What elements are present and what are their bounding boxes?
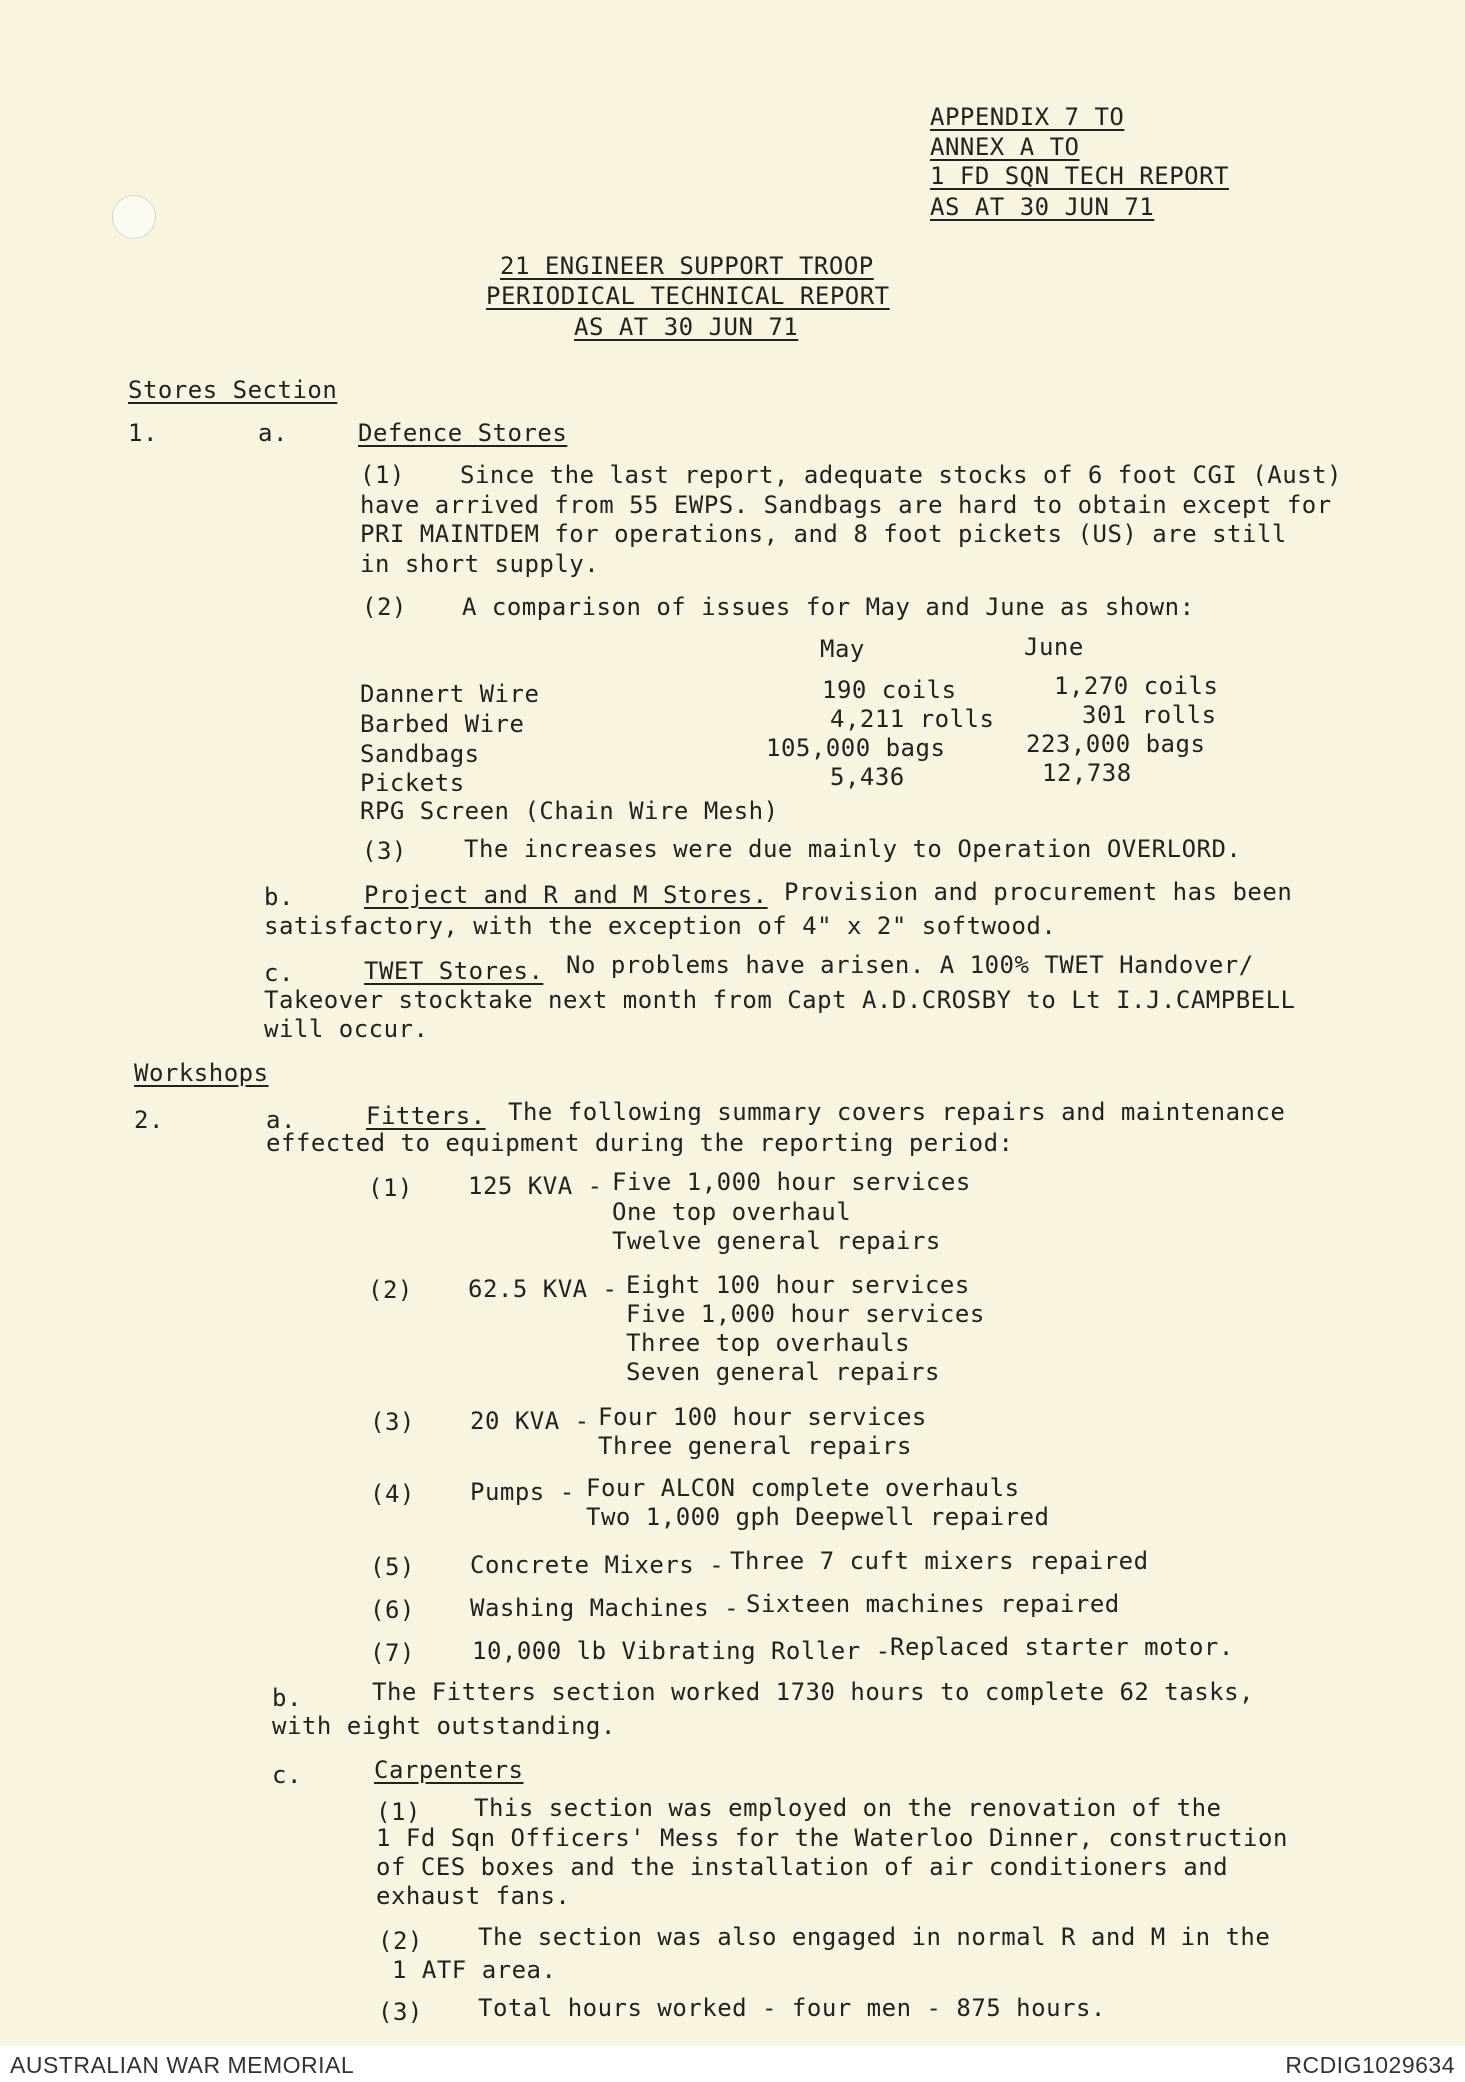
equipment-work-line: Eight 100 hour services	[626, 1271, 970, 1299]
issues-row-may: 4,211 rolls	[830, 705, 995, 733]
issues-row-item: Sandbags	[360, 740, 480, 768]
equipment-work-line: Three 7 cuft mixers repaired	[730, 1547, 1149, 1575]
para-1c-line-3: will occur.	[264, 1015, 429, 1043]
equipment-number: (1)	[368, 1174, 413, 1202]
issues-row-june: 223,000 bags	[1026, 730, 1206, 758]
para-2c1-line-2: 1 Fd Sqn Officers' Mess for the Waterloo Dinner, construction	[376, 1824, 1288, 1852]
equipment-work-line: Twelve general repairs	[612, 1227, 941, 1255]
title-line-1: 21 ENGINEER SUPPORT TROOP	[500, 252, 874, 280]
issues-row-may: 190 coils	[822, 676, 957, 704]
para-2b-line-1: The Fitters section worked 1730 hours to complete 62 tasks,	[372, 1678, 1255, 1706]
equipment-work-line: Two 1,000 gph Deepwell repaired	[586, 1503, 1050, 1531]
equipment-name: Pumps -	[470, 1478, 575, 1506]
para-2c2-line-2: 1 ATF area.	[392, 1956, 557, 1984]
para-1a1-line-1: Since the last report, adequate stocks of 6 foot CGI (Aust)	[460, 461, 1343, 489]
equipment-number: (7)	[370, 1639, 415, 1667]
para-1a-letter: a.	[258, 419, 288, 447]
para-2c2-number: (2)	[378, 1927, 423, 1955]
issues-row-item: Dannert Wire	[360, 680, 540, 708]
para-1c-line-2: Takeover stocktake next month from Capt A.D.CROSBY to Lt I.J.CAMPBELL	[264, 986, 1296, 1014]
equipment-name: 62.5 KVA -	[468, 1275, 618, 1303]
equipment-name: 10,000 lb Vibrating Roller -	[472, 1637, 891, 1665]
para-1b-letter: b.	[264, 883, 294, 911]
para-2c3-number: (3)	[378, 1998, 423, 2026]
para-1a2-number: (2)	[362, 593, 407, 621]
equipment-work-line: Five 1,000 hour services	[612, 1168, 971, 1196]
para-1a1-number: (1)	[360, 461, 405, 489]
stores-heading: Stores Section	[128, 376, 338, 404]
para-1a2-text: A comparison of issues for May and June as shown:	[462, 593, 1195, 621]
punch-hole	[112, 195, 156, 239]
para-1-number: 1.	[128, 419, 158, 447]
para-2c3-text: Total hours worked - four men - 875 hours.	[478, 1994, 1106, 2022]
equipment-work-line: Three general repairs	[598, 1432, 912, 1460]
title-line-3: AS AT 30 JUN 71	[574, 313, 799, 341]
archive-footer	[0, 2046, 1465, 2082]
defence-stores-heading: Defence Stores	[358, 419, 568, 447]
issues-row-june: 12,738	[1042, 759, 1132, 787]
appendix-line-2: ANNEX A TO	[930, 133, 1080, 161]
para-1b-line-1: Provision and procurement has been	[784, 878, 1293, 906]
issues-row-item: RPG Screen (Chain Wire Mesh)	[360, 797, 779, 825]
footer-record-id: RCDIG1029634	[1285, 2052, 1455, 2078]
equipment-number: (5)	[370, 1553, 415, 1581]
carpenters-heading: Carpenters	[374, 1756, 524, 1784]
equipment-work-line: Five 1,000 hour services	[626, 1300, 985, 1328]
para-2c1-number: (1)	[376, 1798, 421, 1826]
equipment-number: (3)	[370, 1408, 415, 1436]
equipment-number: (4)	[370, 1480, 415, 1508]
equipment-name: Concrete Mixers -	[470, 1551, 725, 1579]
issues-col-may: May	[820, 635, 865, 663]
equipment-work-line: Replaced starter motor.	[890, 1633, 1234, 1661]
equipment-work-line: Seven general repairs	[626, 1358, 940, 1386]
issues-row-item: Pickets	[360, 769, 465, 797]
equipment-name: Washing Machines -	[470, 1594, 740, 1622]
equipment-work-line: Three top overhauls	[626, 1329, 911, 1357]
para-1b-line-2: satisfactory, with the exception of 4" x 2" softwood.	[264, 912, 1057, 940]
equipment-work-line: Four 100 hour services	[598, 1403, 927, 1431]
appendix-line-3: 1 FD SQN TECH REPORT	[930, 162, 1229, 190]
issues-row-may: 105,000 bags	[766, 734, 946, 762]
equipment-work-line: One top overhaul	[612, 1198, 852, 1226]
para-1a1-line-3: PRI MAINTDEM for operations, and 8 foot pickets (US) are still	[360, 520, 1287, 548]
appendix-line-4: AS AT 30 JUN 71	[930, 193, 1155, 221]
para-2c-letter: c.	[272, 1761, 302, 1789]
title-line-2: PERIODICAL TECHNICAL REPORT	[486, 282, 890, 310]
appendix-line-1: APPENDIX 7 TO	[930, 103, 1125, 131]
para-2b-line-2: with eight outstanding.	[272, 1712, 616, 1740]
equipment-number: (2)	[368, 1276, 413, 1304]
equipment-name: 20 KVA -	[470, 1407, 590, 1435]
twet-stores-heading: TWET Stores.	[364, 957, 544, 985]
para-2a-line-2: effected to equipment during the reporting period:	[266, 1129, 1014, 1157]
para-2c1-line-3: of CES boxes and the installation of air conditioners and	[376, 1853, 1229, 1881]
issues-row-item: Barbed Wire	[360, 710, 525, 738]
para-2b-letter: b.	[272, 1684, 302, 1712]
para-2c2-line-1: The section was also engaged in normal R and M in the	[478, 1923, 1271, 1951]
para-2a-line-1: The following summary covers repairs and maintenance	[508, 1098, 1286, 1126]
issues-row-june: 301 rolls	[1082, 701, 1217, 729]
para-1c-line-1: No problems have arisen. A 100% TWET Handover/	[566, 951, 1254, 979]
para-1a1-line-2: have arrived from 55 EWPS. Sandbags are hard to obtain except for	[360, 491, 1332, 519]
equipment-number: (6)	[370, 1596, 415, 1624]
para-2-number: 2.	[134, 1106, 164, 1134]
para-2c1-line-4: exhaust fans.	[376, 1882, 571, 1910]
issues-row-may: 5,436	[830, 763, 905, 791]
equipment-name: 125 KVA -	[468, 1172, 603, 1200]
workshops-heading: Workshops	[134, 1059, 269, 1087]
para-1a3-text: The increases were due mainly to Operation OVERLORD.	[464, 835, 1242, 863]
para-1c-letter: c.	[264, 959, 294, 987]
para-2a-letter: a.	[266, 1106, 296, 1134]
issues-col-june: June	[1024, 633, 1084, 661]
equipment-work-line: Four ALCON complete overhauls	[586, 1474, 1020, 1502]
fitters-heading: Fitters.	[366, 1102, 486, 1130]
para-1a3-number: (3)	[362, 837, 407, 865]
equipment-work-line: Sixteen machines repaired	[746, 1590, 1120, 1618]
footer-source: AUSTRALIAN WAR MEMORIAL	[10, 2052, 355, 2078]
project-stores-heading: Project and R and M Stores.	[364, 881, 768, 909]
issues-row-june: 1,270 coils	[1054, 672, 1219, 700]
para-2c1-line-1: This section was employed on the renovation of the	[474, 1794, 1222, 1822]
para-1a1-line-4: in short supply.	[360, 550, 600, 578]
